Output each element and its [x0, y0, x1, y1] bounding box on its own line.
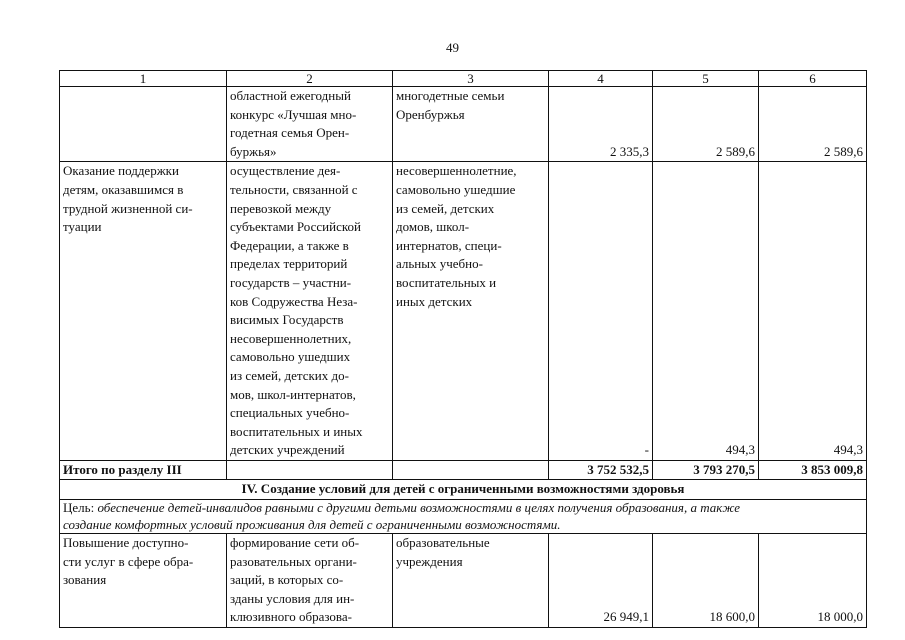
value-col4: - — [549, 162, 653, 461]
measure-cell: Оказание поддержки детям, оказавшимся в трудной жизненной си- туации — [60, 162, 227, 461]
target-group-cell: образовательные учреждения — [393, 534, 549, 628]
column-header-2: 2 — [227, 71, 393, 87]
column-header-4: 4 — [549, 71, 653, 87]
page-number: 49 — [446, 40, 459, 55]
measure-cell: Повышение доступно- сти услуг в сфере обра- зования — [60, 534, 227, 628]
activity-cell: областной ежегодный конкурс «Лучшая мно- годетная семья Орен- буржья» — [227, 87, 393, 162]
empty-cell — [227, 460, 393, 480]
table-row — [60, 534, 867, 628]
activity-cell: осуществление дея- тельности, связанной с перевозкой между субъектами Российской Федерации, а также в пределах территорий государств – участни- ков Содружества Неза- висимых Государств несовершеннолетних, самовольно ушедших из семей, детских до- мов, школ-интернатов, специальных учебно- воспитательных и иных детских учреждений — [227, 162, 393, 461]
value-col5: 494,3 — [653, 162, 759, 461]
target-group-cell: многодетные семьи Оренбуржья — [393, 87, 549, 162]
section-heading-row — [60, 480, 867, 500]
column-header-6: 6 — [759, 71, 867, 87]
section-title: IV. Создание условий для детей с ограниченными возможностями здоровья — [60, 480, 867, 500]
value-col5: 2 589,6 — [653, 87, 759, 162]
measure-cell — [60, 87, 227, 162]
empty-cell — [393, 460, 549, 480]
goal-row — [60, 500, 867, 534]
goal-cell — [60, 500, 867, 534]
value-col4: 26 949,1 — [549, 534, 653, 628]
column-header-row — [60, 71, 867, 87]
value-col6: 494,3 — [759, 162, 867, 461]
value-col6: 18 000,0 — [759, 534, 867, 628]
total-row — [60, 460, 867, 480]
total-col5: 3 793 270,5 — [653, 460, 759, 480]
goal-text-line-2: создание комфортных условий проживания для детей с ограниченными возможностями. — [63, 516, 561, 532]
data-table — [59, 70, 867, 628]
table-row — [60, 87, 867, 162]
value-col6: 2 589,6 — [759, 87, 867, 162]
value-col5: 18 600,0 — [653, 534, 759, 628]
total-col4: 3 752 532,5 — [549, 460, 653, 480]
value-col4: 2 335,3 — [549, 87, 653, 162]
table-row — [60, 162, 867, 461]
total-label: Итого по разделу III — [60, 460, 227, 480]
activity-cell: формирование сети об- разовательных органи- заций, в которых со- зданы условия для ин- клюзивного образова- — [227, 534, 393, 628]
goal-text-line-1: обеспечение детей-инвалидов равными с другими детьми возможностями в целях получения образования, а также — [97, 500, 741, 516]
goal-label: Цель: — [63, 500, 95, 516]
target-group-cell: несовершеннолетние, самовольно ушедшие из семей, детских домов, школ- интернатов, специ- альных учебно- воспитательных и иных детских — [393, 162, 549, 461]
column-header-1: 1 — [60, 71, 227, 87]
column-header-5: 5 — [653, 71, 759, 87]
column-header-3: 3 — [393, 71, 549, 87]
total-col6: 3 853 009,8 — [759, 460, 867, 480]
